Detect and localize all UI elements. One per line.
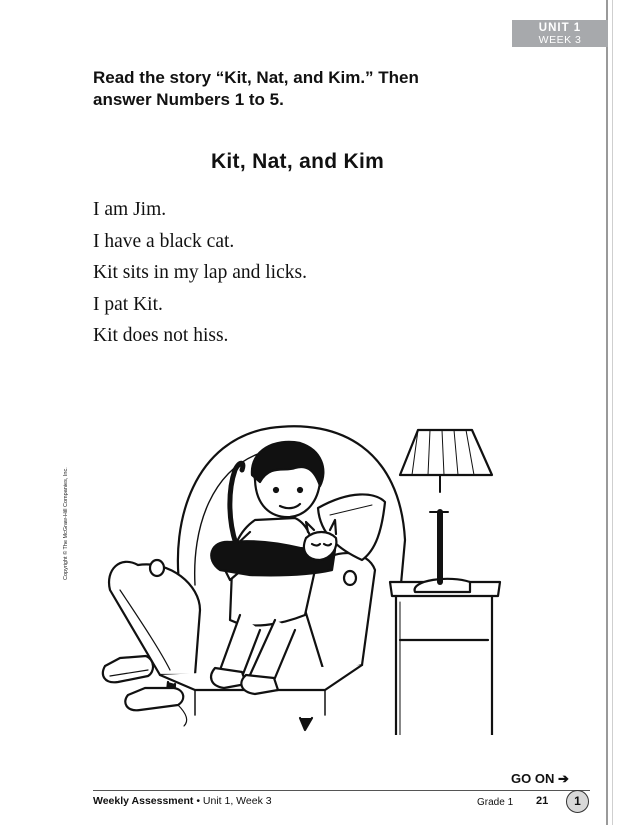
unit-week-tab	[512, 20, 608, 47]
page-edge-shadow	[612, 0, 613, 825]
footer-assessment-title: Weekly Assessment	[93, 795, 194, 807]
week-label: WEEK 3	[538, 34, 582, 46]
footer-divider	[93, 790, 590, 791]
story-title: Kit, Nat, and Kim	[210, 150, 385, 173]
page-edge	[606, 0, 608, 825]
unit-label: UNIT 1	[538, 22, 582, 34]
instructions	[93, 67, 523, 111]
instructions-line-2: answer Numbers 1 to 5.	[93, 90, 284, 109]
story-text	[93, 196, 307, 354]
footer-unit-week: • Unit 1, Week 3	[193, 795, 272, 807]
instructions-line-1: Read the story “Kit, Nat, and Kim.” Then	[93, 68, 419, 87]
footer-grade: Grade 1	[477, 797, 514, 808]
story-line: I pat Kit.	[93, 293, 163, 315]
story-line: I have a black cat.	[93, 230, 235, 252]
story-line: I am Jim.	[93, 199, 167, 220]
question-number-badge: 1	[566, 790, 589, 813]
story-line: Kit does not hiss.	[93, 325, 229, 346]
page-number: 21	[536, 795, 549, 807]
footer-assessment	[93, 795, 272, 807]
go-on-label: GO ON ➔	[511, 771, 569, 786]
copyright-notice: Copyright © The McGraw-Hill Companies, Inc.	[63, 467, 69, 580]
story-line: Kit sits in my lap and licks.	[93, 262, 307, 283]
boy-with-cat-illustration	[100, 420, 505, 735]
